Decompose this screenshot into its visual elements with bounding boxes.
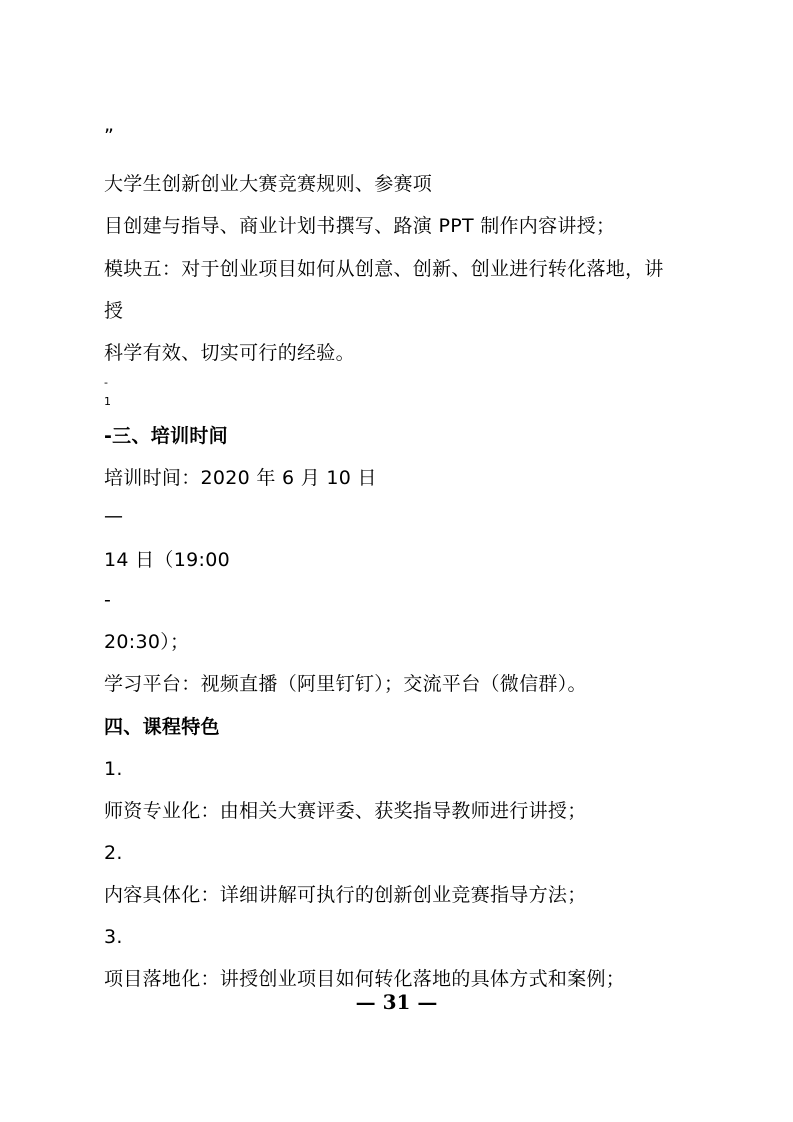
section-heading-training-time: -三、培训时间 bbox=[104, 425, 228, 447]
text-line: — bbox=[104, 505, 124, 527]
text-line: 科学有效、切实可行的经验。 bbox=[104, 342, 355, 364]
list-item: 项目落地化：讲授创业项目如何转化落地的具体方式和案例； bbox=[104, 968, 626, 990]
page-number: — 31 — bbox=[355, 990, 438, 1014]
list-item: 内容具体化：详细讲解可执行的创新创业竞赛指导方法； bbox=[104, 884, 587, 906]
quote-mark: ” bbox=[104, 125, 115, 147]
text-line: 目创建与指导、商业计划书撰写、路演 PPT 制作内容讲授； bbox=[104, 215, 616, 237]
text-line: 14 日（19:00 bbox=[104, 549, 230, 571]
list-number: 2. bbox=[104, 842, 123, 864]
text-line: 授 bbox=[104, 300, 124, 322]
text-line: - bbox=[104, 589, 112, 611]
list-number: 3. bbox=[104, 926, 123, 948]
list-number: 1. bbox=[104, 758, 123, 780]
section-heading-course-features: 四、课程特色 bbox=[104, 716, 220, 738]
text-line: 培训时间：2020 年 6 月 10 日 bbox=[104, 467, 377, 489]
text-line: 大学生创新创业大赛竞赛规则、参赛项 bbox=[104, 173, 433, 195]
text-line: - bbox=[104, 376, 109, 389]
text-line: 学习平台：视频直播（阿里钉钉）；交流平台（微信群）。 bbox=[104, 673, 587, 695]
text-line: 1 bbox=[104, 395, 112, 408]
text-line: 20:30）； bbox=[104, 631, 190, 653]
text-line: 模块五：对于创业项目如何从创意、创新、创业进行转化落地，讲 bbox=[104, 258, 664, 280]
list-item: 师资专业化：由相关大赛评委、获奖指导教师进行讲授； bbox=[104, 800, 587, 822]
